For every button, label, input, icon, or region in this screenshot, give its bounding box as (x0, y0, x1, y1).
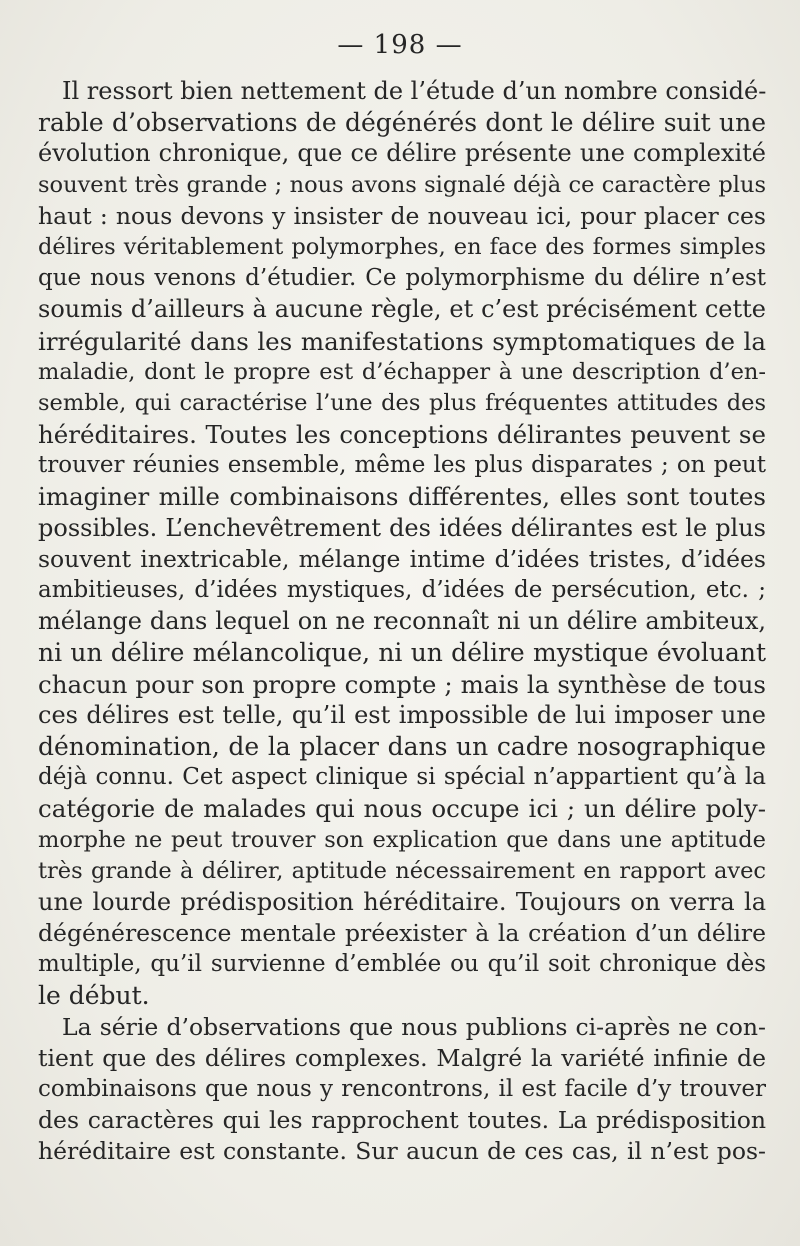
text-line: souvent très grande ; nous avons signalé déjà ce caractère plus (38, 171, 766, 198)
text-line: ambitieuses, d’idées mystiques, d’idées de persécution, etc. ; (38, 577, 766, 603)
text-line: évolution chronique, que ce délire présente une complexité (38, 139, 766, 168)
text-line: chacun pour son propre compte ; mais la synthèse de tous (38, 669, 766, 699)
text-line: que nous venons d’étudier. Ce polymorphisme du délire n’est (38, 265, 766, 292)
text-line: catégorie de malades qui nous occupe ici ; un délire poly- (38, 794, 766, 824)
text-line: rable d’observations de dégénérés dont le délire suit une (38, 108, 766, 138)
text-line: très grande à délirer, aptitude nécessairement en rapport avec (38, 857, 766, 884)
text-line: une lourde prédisposition héréditaire. Toujours on verra la (38, 887, 766, 916)
page-number: — 198 — (337, 30, 463, 60)
paragraph (38, 76, 766, 1012)
text-line: dégénérescence mentale préexister à la création d’un délire (38, 919, 766, 948)
text-line: combinaisons que nous y rencontrons, il est facile d’y trouver (38, 1076, 766, 1102)
text-line: multiple, qu’il survienne d’emblée ou qu’il soit chronique dès (38, 951, 766, 978)
text-line: trouver réunies ensemble, même les plus disparates ; on peut (38, 452, 766, 479)
text-line: irrégularité dans les manifestations symptomatiques de la (38, 326, 766, 356)
text-line: ces délires est telle, qu’il est impossible de lui imposer une (38, 700, 766, 729)
text-line: ni un délire mélancolique, ni un délire mystique évoluant (38, 638, 766, 668)
text-line: possibles. L’enchevêtrement des idées délirantes est le plus (38, 513, 766, 542)
text-line: tient que des délires complexes. Malgré la variété infinie de (38, 1043, 766, 1072)
text-line: soumis d’ailleurs à aucune règle, et c’est précisément cette (38, 295, 766, 324)
text-line: Il ressort bien nettement de l’étude d’un nombre considé- (62, 77, 766, 105)
text-line: dénomination, de la placer dans un cadre nosographique (38, 731, 766, 761)
text-line: La série d’observations que nous publions ci-après ne con- (62, 1012, 766, 1041)
text-line: semble, qui caractérise l’une des plus fréquentes attitudes des (38, 389, 766, 416)
text-line: imaginer mille combinaisons différentes, elles sont toutes (38, 482, 766, 512)
paragraph (38, 1012, 766, 1168)
text-line: mélange dans lequel on ne reconnaît ni un délire ambiteux, (38, 607, 766, 636)
text-line: héréditaires. Toutes les conceptions délirantes peuvent se (38, 420, 766, 450)
text-line: le début. (38, 981, 150, 1011)
text-line: morphe ne peut trouver son explication que dans une aptitude (38, 826, 766, 853)
text-line: haut : nous devons y insister de nouveau ici, pour placer ces (38, 201, 766, 230)
text-line: délires véritablement polymorphes, en face des formes simples (38, 233, 766, 260)
text-line: déjà connu. Cet aspect clinique si spécial n’appartient qu’à la (38, 764, 766, 791)
text-line: souvent inextricable, mélange intime d’idées tristes, d’idées (38, 544, 766, 573)
text-line: maladie, dont le propre est d’échapper à une description d’en- (38, 358, 766, 385)
text-line: des caractères qui les rapprochent toutes. La prédisposition (38, 1106, 766, 1135)
body-text (38, 76, 766, 1168)
text-line: héréditaire est constante. Sur aucun de ces cas, il n’est pos- (38, 1137, 766, 1166)
